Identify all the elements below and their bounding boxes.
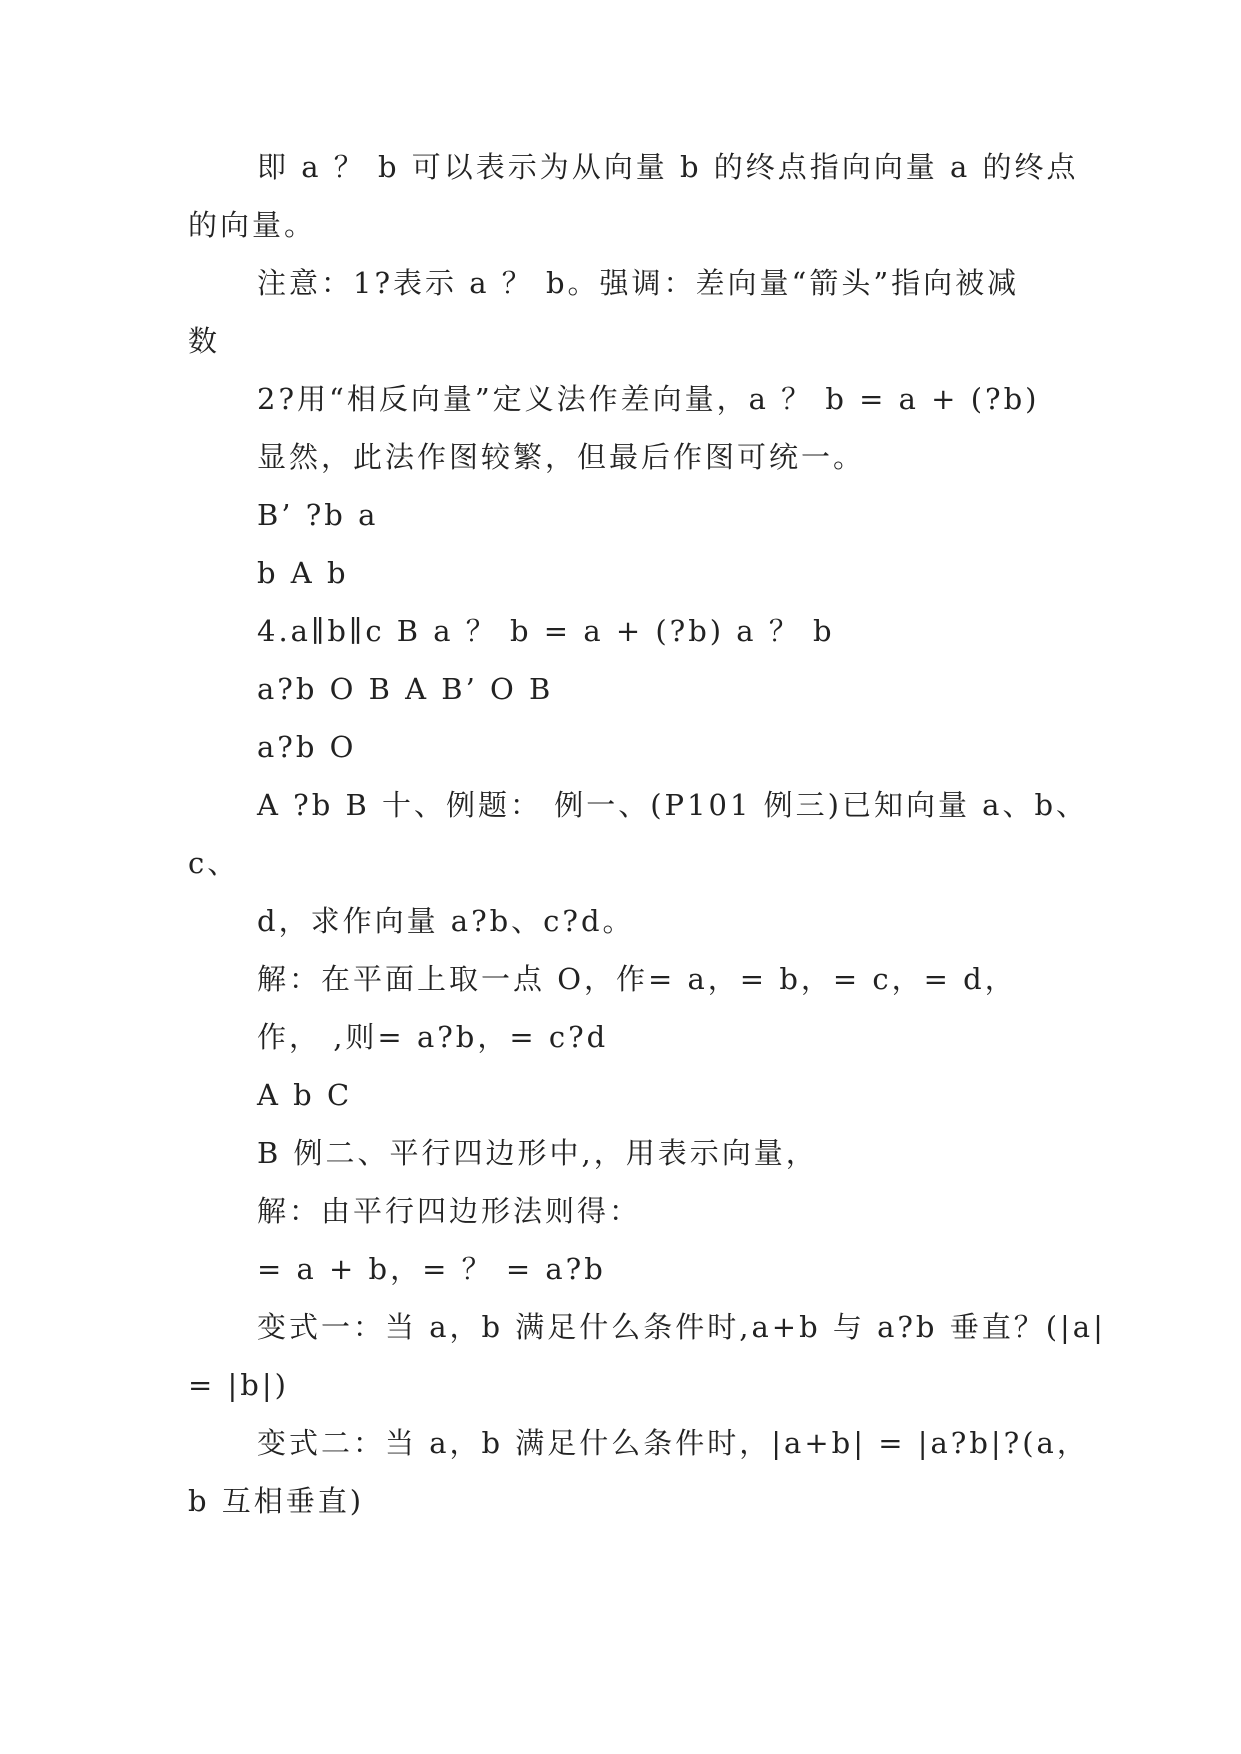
text-line: = a + b，= ？ = a?b: [257, 1252, 606, 1286]
text-line: c、: [188, 846, 240, 880]
text-line: 2?用“相反向量”定义法作差向量，a ？ b = a + (?b): [257, 382, 1040, 416]
text-line: 注意：1?表示 a ？ b。强调：差向量“箭头”指向被减: [257, 266, 1020, 300]
text-line: a?b O: [257, 730, 357, 764]
text-line: 解：在平面上取一点 O，作= a，= b，= c，= d，: [257, 962, 1017, 996]
text-line: 解：由平行四边形法则得：: [257, 1194, 642, 1228]
text-line: 4.a∥b∥c B a ？ b = a + (?b) a ？ b: [257, 614, 835, 648]
text-line: 即 a ？ b 可以表示为从向量 b 的终点指向向量 a 的终点: [257, 150, 1079, 184]
text-line: b 互相垂直): [188, 1484, 365, 1518]
text-line: a?b O B A B’ O B: [257, 672, 554, 706]
text-line: 数: [188, 324, 221, 358]
text-line: b A b: [257, 556, 349, 590]
text-line: 变式一：当 a，b 满足什么条件时,a+b 与 a?b 垂直？(|a|: [257, 1310, 1106, 1344]
text-line: = |b|): [188, 1368, 289, 1402]
text-line: B 例二、平行四边形中,，用表示向量，: [257, 1136, 818, 1170]
text-line: 变式二：当 a，b 满足什么条件时，|a+b| = |a?b|?(a，: [257, 1426, 1089, 1460]
text-line: A ?b B 十、例题： 例一、(P101 例三)已知向量 a、b、: [257, 788, 1089, 822]
text-line: 显然，此法作图较繁，但最后作图可统一。: [257, 440, 866, 474]
text-line: d，求作向量 a?b、c?d。: [257, 904, 635, 938]
text-line: B’ ?b a: [257, 498, 379, 532]
text-line: 的向量。: [188, 208, 317, 242]
text-line: 作， ,则= a?b，= c?d: [257, 1020, 609, 1054]
text-line: A b C: [257, 1078, 353, 1112]
